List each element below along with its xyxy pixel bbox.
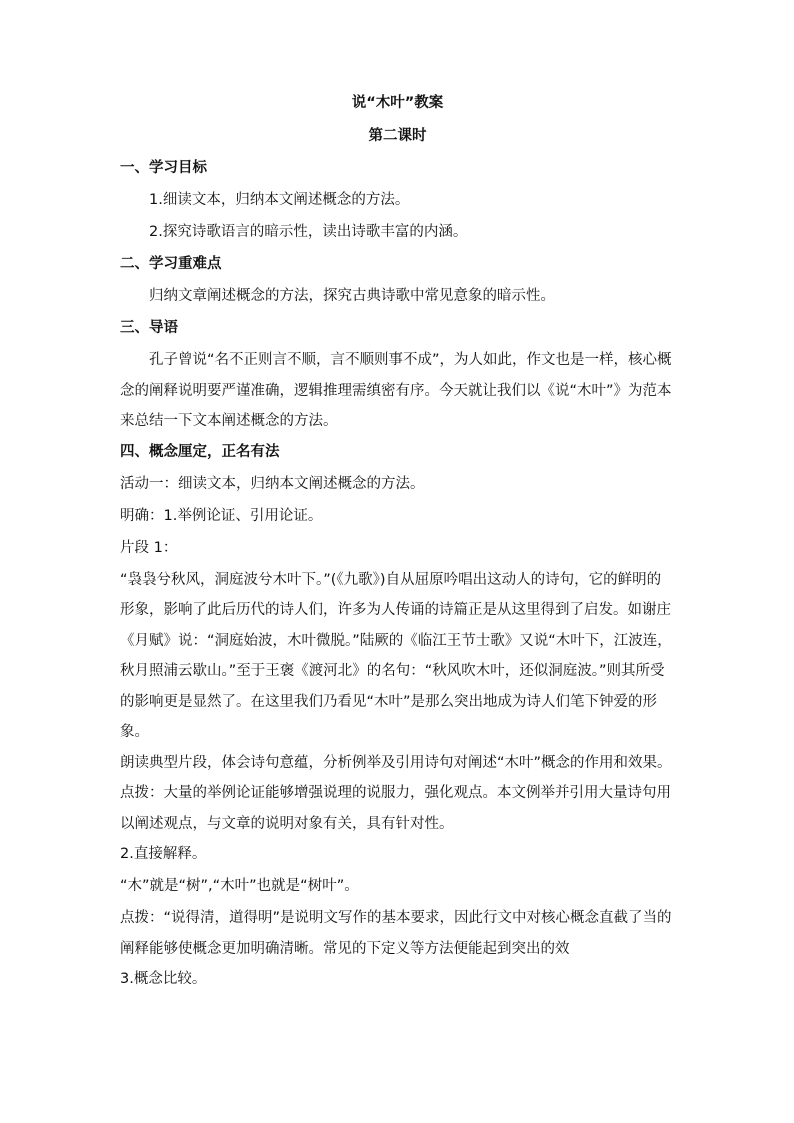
tip-two: 点拨：“说得清，道得明”是说明文写作的基本要求，因此行文中对核心概念直截了当的阐释能够使概念更加明确清晰。常见的下定义等方法便能起到突出的效 (120, 910, 672, 957)
clarify-point-1: 明确：1.举例论证、引用论证。 (120, 507, 323, 524)
goal-item-2: 2.探究诗歌语言的暗示性，读出诗歌丰富的内涵。 (149, 224, 468, 240)
section-heading-key-points: 二、学习重难点 (120, 256, 222, 272)
document-subtitle: 第二课时 (368, 128, 427, 144)
intro-paragraph: 孔子曾说“名不正则言不顺，言不顺则事不成”，为人如此，作文也是一样，核心概念的阐释说明要严谨准确，逻辑推理需缜密有序。今天就让我们以《说“木叶”》为范本来总结一下文本阐述概念的方法。 (120, 352, 672, 429)
point-two: 2.直接解释。 (120, 846, 207, 862)
goal-item-1: 1.细读文本，归纳本文阐述概念的方法。 (149, 192, 410, 208)
activity-one: 活动一：细读文本，归纳本文阐述概念的方法。 (120, 475, 425, 492)
reading-task: 朗读典型片段，体会诗句意蕴，分析例举及引用诗句对阐述“木叶”概念的作用和效果。 (120, 754, 672, 771)
point-three: 3.概念比较。 (120, 971, 207, 987)
section-heading-concept: 四、概念厘定，正名有法 (120, 443, 280, 460)
fragment-label: 片段 1： (120, 539, 178, 556)
document-title: 说“木叶”教案 (351, 95, 444, 111)
section-heading-intro: 三、导语 (120, 320, 178, 336)
key-points-text: 归纳文章阐述概念的方法，探究古典诗歌中常见意象的暗示性。 (149, 288, 555, 304)
section-heading-goals: 一、学习目标 (120, 160, 207, 176)
document-body (120, 92, 675, 1000)
point-two-text: “木”就是“树”,“木叶”也就是“树叶”。 (120, 878, 359, 894)
fragment-quote: “袅袅兮秋风，洞庭波兮木叶下。”(《九歌》)自从屈原吟唱出这动人的诗句，它的鲜明的形象，影响了此后历代的诗人们，许多为人传诵的诗篇正是从这里得到了启发。如谢庄《月赋》说：“洞庭始波，木叶微脱。”陆厥的《临江王节士歌》又说“木叶下，江波连，秋月照浦云歇山。”至于王褒《渡河北》的名句：“秋风吹木叶，还似洞庭波。”则其所受的影响更是显然了。在这里我们乃看见“木叶”是那么突出地成为诗人们笔下钟爱的形象。 (120, 571, 672, 740)
tip-one: 点拨：大量的举例论证能够增强说理的说服力，强化观点。本文例举并引用大量诗句用以阐述观点，与文章的说明对象有关，具有针对性。 (120, 785, 671, 832)
